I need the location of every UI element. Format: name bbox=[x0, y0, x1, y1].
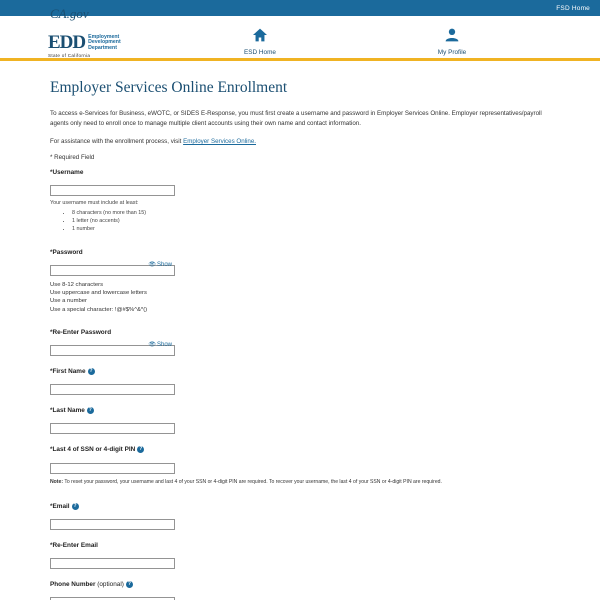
edd-logo-text: EDD bbox=[48, 32, 86, 53]
field-reenter-email bbox=[50, 542, 550, 570]
username-label bbox=[50, 169, 550, 176]
required-asterisk: * bbox=[50, 169, 53, 177]
field-phone-number bbox=[50, 581, 550, 600]
help-icon[interactable]: ? bbox=[139, 446, 143, 453]
edd-logo-subtitle: State of California bbox=[48, 53, 91, 58]
ca-gov-text: CA.gov bbox=[50, 6, 89, 21]
required-asterisk: * bbox=[50, 329, 53, 337]
edd-wordmark-line3: Department bbox=[88, 44, 117, 51]
edd-logo[interactable] bbox=[48, 32, 121, 54]
page-title: Employer Services Online Enrollment bbox=[50, 79, 288, 96]
eye-icon: 👁 bbox=[148, 342, 156, 349]
last-name-label bbox=[50, 407, 550, 414]
ssn-pin-label bbox=[50, 446, 550, 453]
email-label-text: Email bbox=[52, 502, 70, 510]
reenter-password-show-toggle[interactable] bbox=[148, 340, 172, 350]
username-input[interactable] bbox=[50, 185, 175, 196]
first-name-label-text: First Name bbox=[52, 368, 86, 376]
field-reenter-password bbox=[50, 329, 550, 357]
field-username bbox=[50, 169, 550, 233]
phone-number-optional-text: (optional) bbox=[95, 581, 124, 589]
required-asterisk: * bbox=[50, 248, 53, 256]
password-label-text: Password bbox=[52, 248, 83, 256]
field-last-name bbox=[50, 407, 550, 435]
phone-number-label-text: Phone Number bbox=[50, 581, 96, 589]
username-label-text: Username bbox=[52, 169, 84, 177]
password-show-label: Show bbox=[156, 261, 172, 268]
reenter-password-label-text: Re-Enter Password bbox=[52, 329, 112, 337]
phone-number-label bbox=[50, 581, 550, 588]
reenter-email-label-text: Re-Enter Email bbox=[52, 541, 98, 549]
email-label bbox=[50, 503, 550, 510]
password-input-wrapper bbox=[50, 259, 175, 277]
required-asterisk: * bbox=[50, 368, 53, 376]
password-rule: Use uppercase and lowercase letters bbox=[50, 289, 147, 296]
ca-gov-logo[interactable] bbox=[50, 6, 89, 22]
last-name-label-text: Last Name bbox=[52, 407, 85, 415]
edd-wordmark-line1: Employment bbox=[88, 33, 120, 40]
field-password bbox=[50, 249, 550, 315]
nav-esd-home[interactable] bbox=[205, 28, 315, 56]
assistance-text: For assistance with the enrollment process, visit bbox=[50, 138, 184, 146]
password-label bbox=[50, 249, 550, 256]
help-icon[interactable]: ? bbox=[73, 502, 77, 509]
list-item: • 1 number bbox=[72, 225, 550, 233]
eye-icon: 👁 bbox=[148, 261, 156, 268]
ssn-pin-input[interactable] bbox=[50, 463, 175, 474]
password-rule: Use a special character: !@#$%^&*() bbox=[50, 306, 148, 313]
nav-my-profile[interactable] bbox=[397, 28, 507, 56]
password-show-toggle[interactable] bbox=[148, 260, 172, 270]
main-content bbox=[0, 61, 600, 600]
user-icon bbox=[397, 28, 507, 46]
email-input[interactable] bbox=[50, 519, 175, 530]
intro-paragraph: To access e-Services for Business, eWOTC, or SIDES E-Response, you must first create a username and password in Employer Services Online. Employer representatives/payroll agents only need to enroll once to manage multiple client accounts using their own name and contact information. bbox=[50, 110, 542, 127]
username-rules-list bbox=[50, 209, 550, 233]
password-rule: Use 8-12 characters bbox=[50, 281, 104, 288]
utility-bar bbox=[0, 0, 600, 16]
username-hint: Your username must include at least: bbox=[50, 200, 139, 207]
reenter-email-input[interactable] bbox=[50, 558, 175, 569]
ssn-pin-note-text: To reset your password, your username and last 4 of your SSN or 4-digit PIN are required. To recover your username, the last 4 of your SSN or 4-digit PIN are required. bbox=[63, 478, 442, 485]
field-first-name bbox=[50, 368, 550, 396]
required-field-note: * Required Field bbox=[50, 154, 95, 162]
home-icon bbox=[205, 28, 315, 46]
first-name-input[interactable] bbox=[50, 384, 175, 395]
nav-my-profile-label: My Profile bbox=[437, 49, 467, 56]
reenter-password-label bbox=[50, 329, 550, 336]
password-rule: Use a number bbox=[50, 298, 87, 305]
required-asterisk: * bbox=[50, 446, 53, 454]
ssn-pin-label-text: Last 4 of SSN or 4-digit PIN bbox=[52, 446, 136, 454]
list-item: • 8 characters (no more than 15) bbox=[72, 209, 550, 217]
assistance-paragraph bbox=[50, 138, 550, 145]
required-asterisk: * bbox=[50, 407, 53, 415]
fsd-home-link[interactable]: FSD Home bbox=[556, 4, 590, 12]
ssn-pin-note-label: Note: bbox=[50, 478, 64, 485]
field-email bbox=[50, 503, 550, 531]
help-icon[interactable]: ? bbox=[88, 407, 92, 414]
list-item: • 1 letter (no accents) bbox=[72, 217, 550, 225]
password-rules bbox=[50, 281, 550, 315]
required-asterisk: * bbox=[50, 502, 53, 510]
required-asterisk: * bbox=[50, 541, 53, 549]
nav-esd-home-label: ESD Home bbox=[244, 49, 276, 56]
field-ssn-pin bbox=[50, 446, 550, 485]
edd-wordmark-line2: Development bbox=[88, 39, 121, 46]
help-icon[interactable]: ? bbox=[127, 580, 131, 587]
ssn-pin-note bbox=[50, 479, 520, 486]
reenter-password-input-wrapper bbox=[50, 339, 175, 357]
employer-services-online-link[interactable]: Employer Services Online. bbox=[183, 138, 256, 146]
reenter-email-label bbox=[50, 542, 550, 549]
last-name-input[interactable] bbox=[50, 423, 175, 434]
first-name-label bbox=[50, 368, 550, 375]
edd-logo-wordmark bbox=[88, 35, 121, 51]
reenter-password-show-label: Show bbox=[156, 342, 172, 349]
help-icon[interactable]: ? bbox=[89, 368, 93, 375]
